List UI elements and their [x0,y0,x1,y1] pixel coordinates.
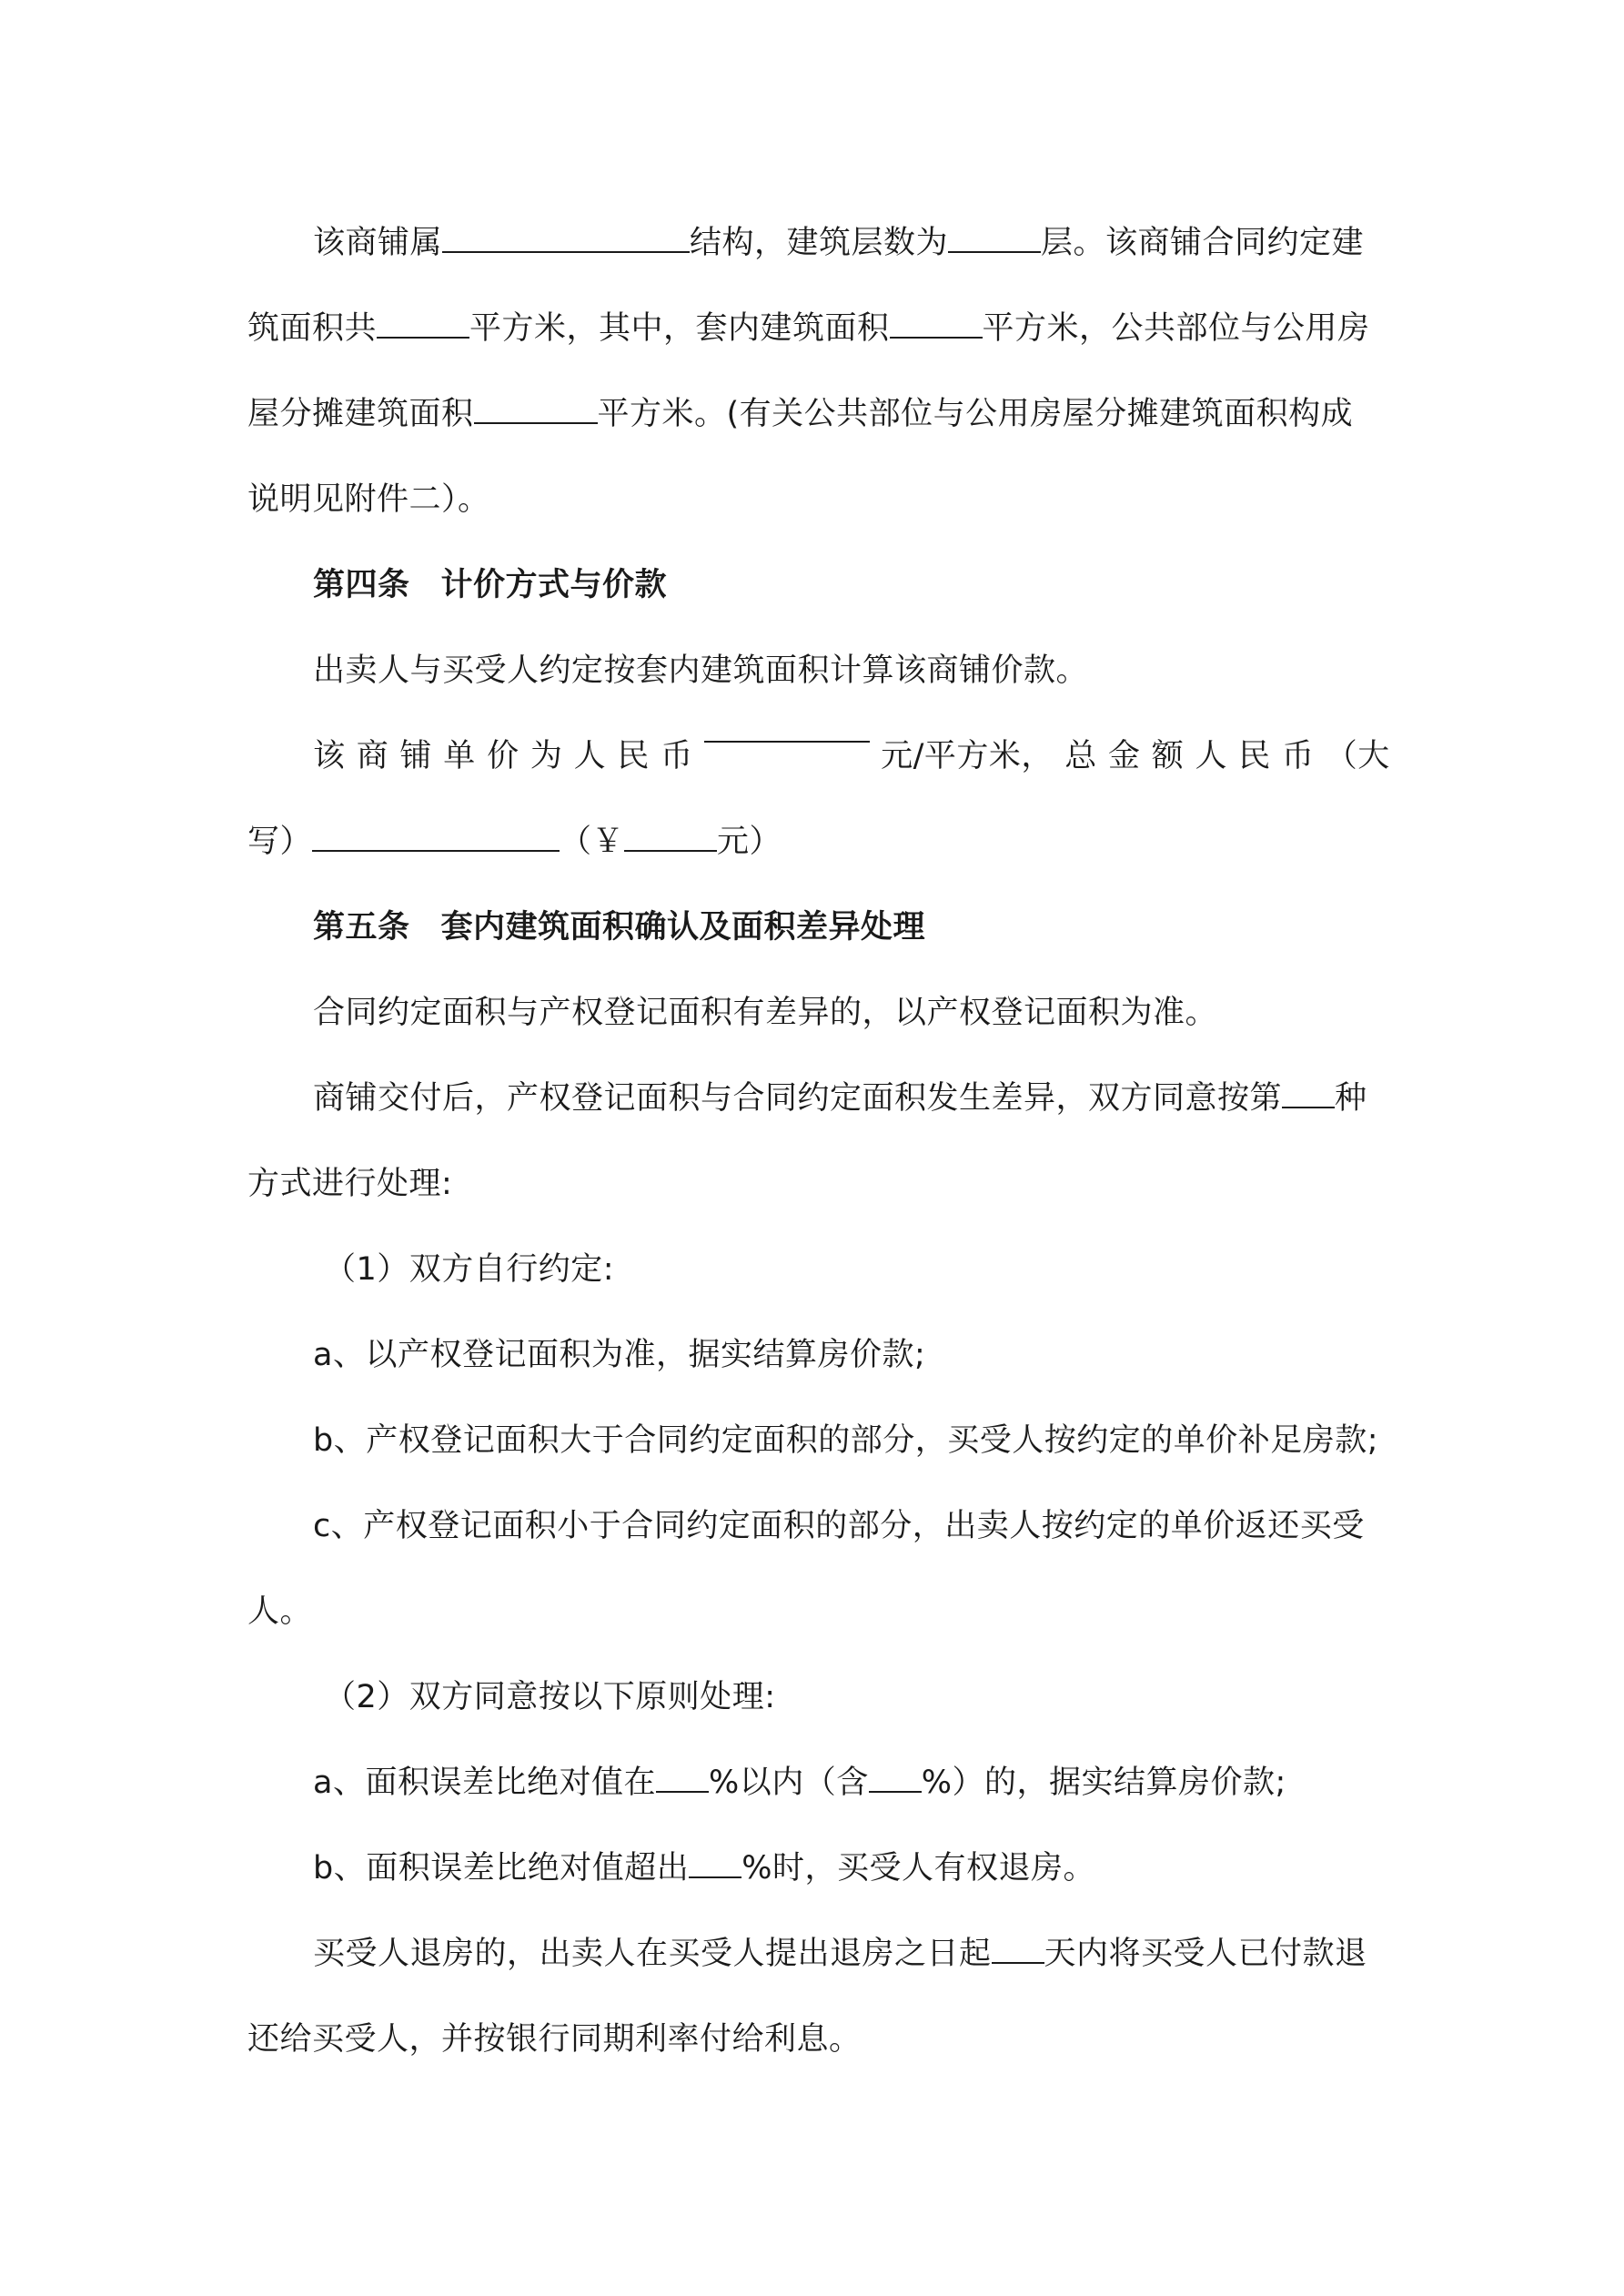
text: 合同约定面积与产权登记面积有差异的，以产权登记面积为准。 [313,995,1218,1031]
text: 层。该商铺合同约定建 [1041,225,1365,261]
text: 种 [1335,1080,1367,1117]
text: 出卖人与买受人约定按套内建筑面积计算该商铺价款。 [313,652,1089,689]
text: %）的，据实结算房价款; [921,1765,1286,1801]
exceed-percent-blank [689,1849,741,1878]
method-choice-line1 [247,1056,1390,1141]
article-number: 第四条 [313,567,410,603]
text: 平方米。(有关公共部位与公用房屋分摊建筑面积构成 [597,396,1354,432]
error-percent-inclusive-blank [869,1764,922,1793]
structure-blank [442,224,690,253]
refund-paragraph-line1 [247,1911,1390,1997]
total-area-blank [377,309,469,339]
text: %以内（含 [708,1765,869,1801]
article-number: 第五条 [313,909,410,946]
option-2a [247,1740,1390,1826]
text: （￥ [560,824,625,860]
refund-paragraph-line2 [247,1997,1390,2082]
unit-price-line [247,713,1390,799]
text: c、产权登记面积小于合同约定面积的部分，出卖人按约定的单价返还买受 [313,1508,1365,1544]
text: 人 [573,738,607,774]
text: 天内将买受人已付款退 [1044,1936,1367,1972]
text: 说明见附件二）。 [247,481,490,518]
text: 屋分摊建筑面积 [247,396,474,432]
total-amount-figures-blank [624,823,717,852]
text: 元/平方米， [881,738,1054,774]
text: 为 [530,738,563,774]
article-title: 套内建筑面积确认及面积差异处理 [440,909,926,946]
text: （2）双方同意按以下原则处理: [324,1679,776,1715]
text: 方式进行处理: [247,1166,453,1202]
contract-body [247,200,1390,2082]
text: 铺 [399,738,433,774]
option-1b [247,1398,1390,1483]
text: 该商铺属 [313,225,443,261]
text: 单 [443,738,476,774]
shared-area-blank [474,395,598,424]
total-amount-line [247,799,1390,885]
text: 该 [313,738,346,774]
structure-paragraph-line2 [247,286,1390,371]
option-2-heading [247,1654,1390,1740]
text: 还给买受人，并按银行同期利率付给利息。 [247,2021,862,2058]
text: （1）双方自行约定: [324,1251,615,1288]
pricing-method-paragraph [247,628,1390,713]
structure-paragraph-line4 [247,457,1390,542]
option-2b [247,1826,1390,1911]
option-1-heading [247,1227,1390,1312]
text: 人 [1195,738,1227,774]
option-1c-line2 [247,1569,1390,1654]
text: 写） [247,824,313,860]
article-5-heading [247,885,1390,970]
error-percent-blank [656,1764,709,1793]
text: 额 [1151,738,1185,774]
option-1a [247,1312,1390,1398]
text: b、面积误差比绝对值超出 [313,1850,690,1886]
text: %时，买受人有权退房。 [741,1850,1095,1886]
structure-paragraph-line3 [247,371,1390,457]
article-title: 计价方式与价款 [440,567,668,603]
text: 币 [661,738,693,774]
method-choice-line2 [247,1141,1390,1227]
unit-price-blank [704,713,870,743]
text: 筑面积共 [247,310,378,347]
text: a、以产权登记面积为准，据实结算房价款; [313,1337,926,1373]
text: a、面积误差比绝对值在 [313,1765,656,1801]
text: 民 [617,738,650,774]
article-4-heading [247,542,1390,628]
text: 币 [1282,738,1315,774]
text: 民 [1238,738,1271,774]
text: 元） [717,824,782,860]
text: 价 [487,738,519,774]
option-1c-line1 [247,1483,1390,1569]
floors-blank [948,224,1041,253]
method-number-blank [1282,1079,1335,1108]
text: 平方米，其中，套内建筑面积 [469,310,890,347]
structure-paragraph-line1 [247,200,1390,286]
text: 人。 [247,1593,313,1630]
text: 买受人退房的，出卖人在买受人提出退房之日起 [313,1936,992,1972]
inner-area-blank [890,309,983,339]
total-amount-words-blank [312,823,560,852]
refund-days-blank [992,1935,1044,1964]
text: 平方米，公共部位与公用房 [982,310,1370,347]
text: 商铺交付后，产权登记面积与合同约定面积发生差异，双方同意按第 [313,1080,1283,1117]
text: 结构，建筑层数为 [690,225,949,261]
area-difference-paragraph [247,970,1390,1056]
text: 总 [1064,738,1097,774]
text: 商 [356,738,389,774]
text: b、产权登记面积大于合同约定面积的部分，买受人按约定的单价补足房款; [313,1422,1379,1459]
text: （大 [1325,738,1390,774]
text: 金 [1107,738,1141,774]
